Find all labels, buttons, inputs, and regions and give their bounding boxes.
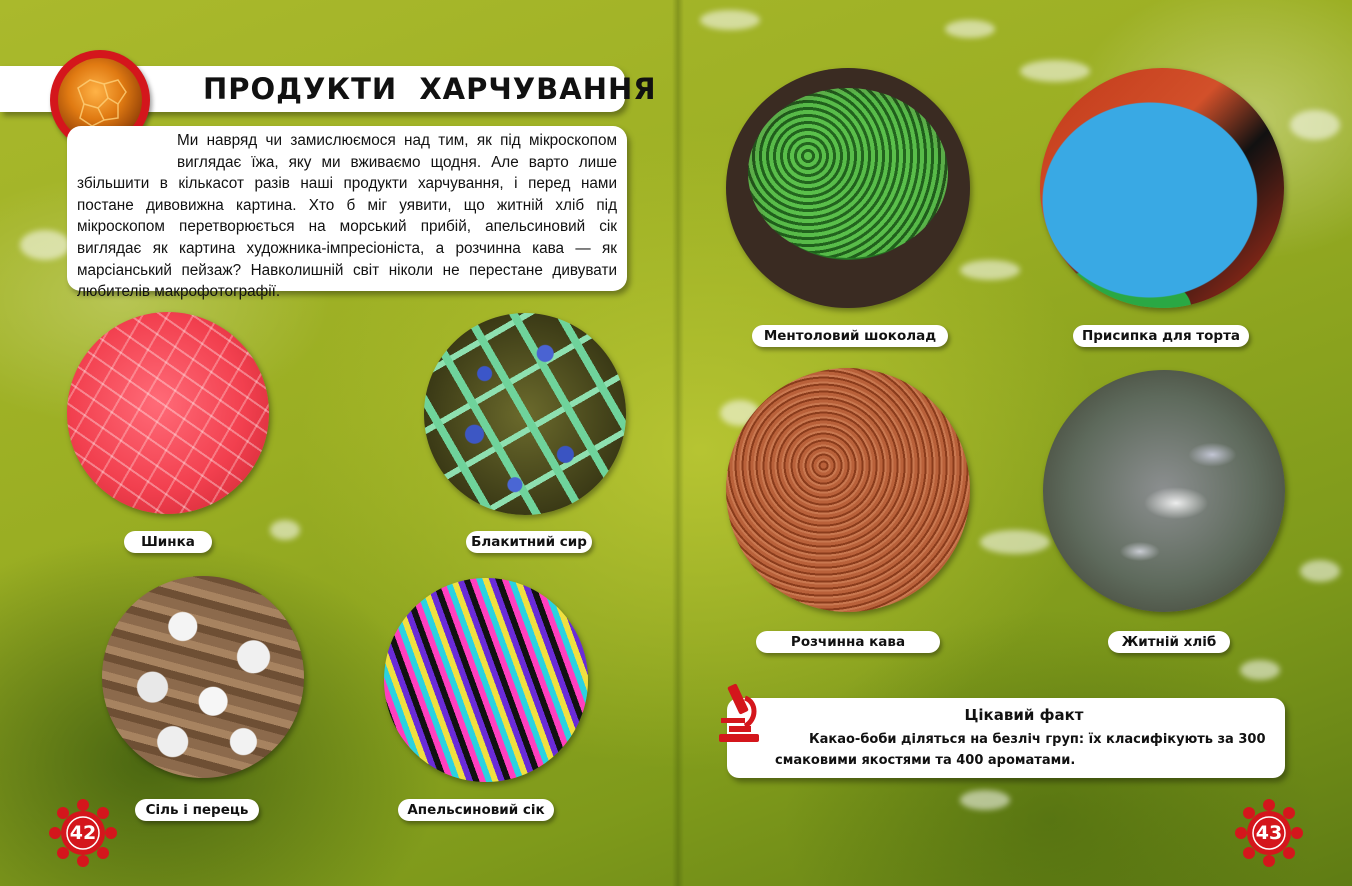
book-spine — [672, 0, 684, 886]
light-sparkle — [960, 260, 1020, 280]
light-sparkle — [945, 20, 995, 38]
light-sparkle — [270, 520, 300, 540]
image-label: Блакитний сир — [466, 531, 592, 553]
page-number-right — [1234, 798, 1304, 868]
orange-juice-image — [384, 578, 588, 782]
page-number-text: 42 — [69, 822, 97, 844]
intro-text-box — [67, 126, 627, 301]
image-label: Присипка для торта — [1073, 325, 1249, 347]
image-label: Ментоловий шоколад — [752, 325, 948, 347]
page-number-text: 43 — [1255, 822, 1283, 844]
light-sparkle — [960, 790, 1010, 810]
fun-fact-text: Какао-боби діляться на безліч груп: їх класифікують за 300 смаковими якостями та 400 ароматами. — [775, 732, 1266, 768]
image-label: Апельсиновий сік — [398, 799, 554, 821]
light-sparkle — [1240, 660, 1280, 680]
badge-spacer — [77, 130, 177, 154]
blue-cheese-image — [424, 313, 626, 515]
image-label: Житній хліб — [1108, 631, 1230, 653]
microscope-icon — [715, 680, 763, 744]
fun-fact-title: Цікавий факт — [964, 706, 1084, 724]
salt-and-pepper-image — [102, 576, 304, 778]
light-sparkle — [1020, 60, 1090, 82]
mint-chocolate-texture — [748, 88, 948, 258]
page-title: ПРОДУКТИ ХАРЧУВАННЯ — [203, 72, 657, 106]
cake-sprinkles-image — [1040, 68, 1284, 308]
fun-fact-box — [727, 698, 1285, 778]
light-sparkle — [980, 530, 1050, 554]
rye-bread-image — [1043, 370, 1285, 612]
instant-coffee-image — [726, 368, 970, 612]
image-label: Шинка — [124, 531, 212, 553]
light-sparkle — [1300, 560, 1340, 582]
light-sparkle — [700, 10, 760, 30]
light-sparkle — [20, 230, 70, 260]
ham-image — [67, 312, 269, 514]
image-label: Розчинна кава — [756, 631, 940, 653]
light-sparkle — [1290, 110, 1340, 140]
intro-text: Ми навряд чи замислюємося над тим, як під мікроскопом виглядає їжа, яку ми вживаємо щодня. Але варто лише збільшити в кількасот разів наші продукти харчування, і перед нами постане дивовижна картина. Хто б міг уявити, що житній хліб під мікроскопом перетворюється на морський прибій, апельсиновий сік виглядає як картина художника-імпресіоніста, а розчинна кава — як марсіанський пейзаж? Навколишній світ ніколи не перестане дивувати любителів макрофотографії. — [77, 132, 617, 301]
page-number-left — [48, 798, 118, 868]
image-label: Сіль і перець — [135, 799, 259, 821]
